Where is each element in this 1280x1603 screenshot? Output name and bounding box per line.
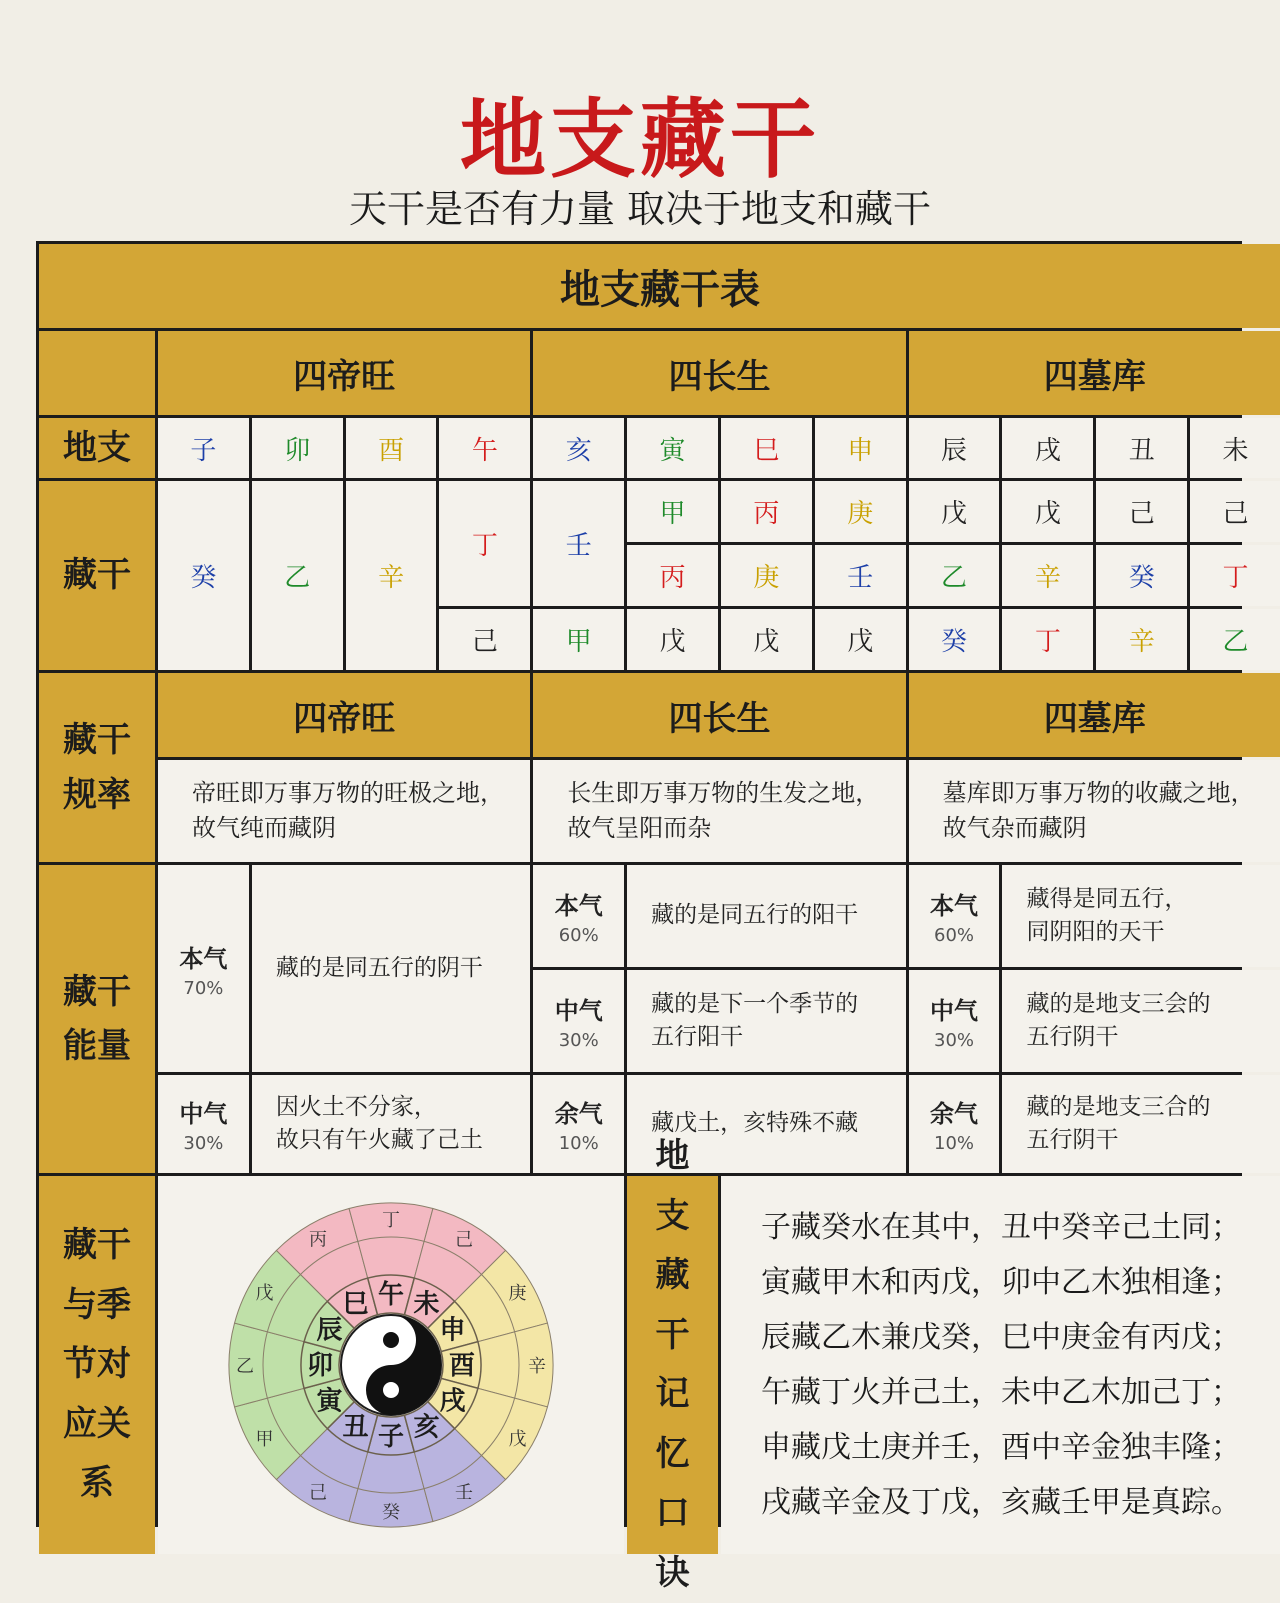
energy-level: [909, 1075, 1000, 1173]
energy-level-name: 本气: [930, 892, 979, 920]
taiji-dot: [383, 1332, 399, 1348]
energy-level: [158, 865, 249, 1072]
mnemonic-line: 戌藏辛金及丁戊，亥藏壬甲是真踪。: [760, 1485, 1241, 1520]
wheel-branch-label: 酉: [449, 1351, 476, 1381]
wheel-stem-label: 壬: [455, 1482, 474, 1504]
wheel-branch-label: 卯: [307, 1351, 334, 1381]
branches-label: 地支: [39, 418, 155, 478]
energy-level-name: 余气: [930, 1100, 979, 1128]
wheel-stem-label: 己: [455, 1229, 474, 1251]
stem-cell: 己: [439, 609, 530, 670]
wheel-stem-label: 戊: [508, 1429, 527, 1450]
wheel-branch-label: 丑: [342, 1412, 369, 1443]
wheel-stem-label: 丙: [309, 1229, 328, 1251]
stem-cell: 戊: [721, 609, 812, 670]
branch-cell: 子: [158, 418, 249, 478]
season-wheel: [221, 1195, 561, 1535]
rule-text-muku: 墓库即万事万物的收藏之地， 故气杂而藏阴: [909, 760, 1280, 862]
hidden-stems-table: [36, 241, 1255, 1593]
stem-cell: 癸: [1096, 545, 1187, 606]
wheel-branch-label: 巳: [342, 1289, 369, 1320]
energy-level-name: 中气: [554, 997, 603, 1025]
mnemonic-line: 寅藏甲木和丙戊，卯中乙木独相逢；: [760, 1265, 1241, 1300]
stem-cell: 乙: [909, 545, 1000, 606]
branch-cell: 酉: [346, 418, 437, 478]
wheel-stem-label: 丁: [382, 1210, 401, 1231]
energy-level: [533, 970, 624, 1072]
mnemonic-line: 申藏戊土庚并壬，酉中辛金独丰隆；: [760, 1430, 1241, 1465]
stem-cell: 癸: [158, 481, 249, 670]
corner-cell: [39, 331, 155, 415]
wheel-stem-label: 己: [309, 1482, 328, 1504]
stem-cell: 壬: [815, 545, 906, 606]
group-header-muku: 四墓库: [909, 331, 1280, 415]
wheel-branch-label: 午: [378, 1280, 405, 1310]
group-header-changsheng: 四长生: [533, 331, 905, 415]
energy-description: 藏的是同五行的阳干: [627, 865, 905, 967]
taiji-dot: [383, 1382, 399, 1398]
stem-cell: 戊: [1002, 481, 1093, 542]
branch-cell: 申: [815, 418, 906, 478]
stem-cell: 丙: [627, 545, 718, 606]
branch-cell: 戌: [1002, 418, 1093, 478]
page-title: 地支藏干: [460, 89, 820, 190]
stem-cell: 己: [1190, 481, 1280, 542]
energy-level-name: 本气: [554, 892, 603, 920]
wheel-stem-label: 甲: [255, 1429, 274, 1450]
rule-label: 藏干规率: [39, 673, 155, 862]
energy-description: 藏戊土，亥特殊不藏: [627, 1075, 905, 1173]
wheel-stem-label: 癸: [382, 1502, 401, 1523]
stem-cell: 辛: [1096, 609, 1187, 670]
hidden-stems-label: 藏干: [39, 481, 155, 670]
group-header-diwang: 四帝旺: [158, 331, 530, 415]
wheel-stem-label: 乙: [236, 1356, 255, 1377]
energy-level-percent: 30%: [934, 1030, 975, 1051]
energy-level-name: 余气: [554, 1100, 603, 1128]
stem-cell: 壬: [533, 481, 624, 606]
wheel-stem-label: 辛: [528, 1356, 547, 1377]
energy-description: 藏的是地支三会的 五行阴干: [1002, 970, 1280, 1072]
stem-cell: 戊: [627, 609, 718, 670]
branch-cell: 辰: [909, 418, 1000, 478]
branch-cell: 未: [1190, 418, 1280, 478]
energy-level: [533, 865, 624, 967]
rule-header-changsheng: 四长生: [533, 673, 905, 757]
stem-cell: 丁: [1190, 545, 1280, 606]
stem-cell: 辛: [346, 481, 437, 670]
mnemonic-text: [721, 1176, 1280, 1554]
energy-description: 藏得是同五行， 同阴阳的天干: [1002, 865, 1280, 967]
energy-label: 藏干能量: [39, 865, 155, 1173]
energy-level-percent: 10%: [934, 1133, 975, 1154]
energy-level-percent: 60%: [558, 925, 599, 946]
stem-cell: 戊: [909, 481, 1000, 542]
wheel-branch-label: 寅: [316, 1386, 343, 1417]
page-subtitle: 天干是否有力量 取决于地支和藏干: [348, 187, 932, 231]
stem-cell: 甲: [533, 609, 624, 670]
energy-level-percent: 60%: [934, 925, 975, 946]
energy-level-name: 中气: [179, 1100, 228, 1128]
stem-cell: 己: [1096, 481, 1187, 542]
energy-level-name: 中气: [930, 997, 979, 1025]
stem-cell: 丙: [721, 481, 812, 542]
stem-cell: 丁: [1002, 609, 1093, 670]
mnemonic-line: 辰藏乙木兼戊癸，巳中庚金有丙戊；: [760, 1320, 1241, 1355]
branch-cell: 午: [439, 418, 530, 478]
energy-level: [909, 865, 1000, 967]
season-label: 藏干与季节对应关系: [39, 1176, 155, 1554]
branch-cell: 丑: [1096, 418, 1187, 478]
stem-cell: 丁: [439, 481, 530, 606]
season-wheel-cell: [158, 1176, 624, 1554]
wheel-branch-label: 未: [413, 1289, 440, 1320]
mnemonic-label: 支藏干记忆口诀: [627, 1176, 718, 1554]
stem-cell: 辛: [1002, 545, 1093, 606]
energy-description: 藏的是下一个季节的 五行阳干: [627, 970, 905, 1072]
wheel-branch-label: 辰: [316, 1315, 343, 1346]
rule-text-diwang: 帝旺即万事万物的旺极之地， 故气纯而藏阴: [158, 760, 530, 862]
rule-header-muku: 四墓库: [909, 673, 1280, 757]
energy-level-percent: 30%: [183, 1133, 224, 1154]
energy-level-percent: 30%: [558, 1030, 599, 1051]
energy-level-percent: 10%: [558, 1133, 599, 1154]
energy-description: 藏的是同五行的阴干: [252, 865, 530, 1072]
stem-cell: 庚: [721, 545, 812, 606]
stem-cell: 甲: [627, 481, 718, 542]
stem-cell: 癸: [909, 609, 1000, 670]
wheel-branch-label: 亥: [413, 1412, 440, 1443]
rule-header-diwang: 四帝旺: [158, 673, 530, 757]
energy-description: 因火土不分家， 故只有午火藏了己土: [252, 1075, 530, 1173]
table-title: 地支藏干表: [39, 244, 1280, 328]
mnemonic-line: 子藏癸水在其中，丑中癸辛己土同；: [760, 1210, 1241, 1245]
wheel-branch-label: 戌: [439, 1386, 466, 1417]
stem-cell: 庚: [815, 481, 906, 542]
wheel-stem-label: 庚: [508, 1283, 527, 1304]
wheel-branch-label: 子: [378, 1422, 405, 1452]
stem-cell: 戊: [815, 609, 906, 670]
energy-level: [533, 1075, 624, 1173]
energy-level: [158, 1075, 249, 1173]
wheel-branch-label: 申: [439, 1315, 466, 1346]
energy-description: 藏的是地支三合的 五行阴干: [1002, 1075, 1280, 1173]
mnemonic-line: 午藏丁火并己土，未中乙木加己丁；: [760, 1375, 1241, 1410]
energy-level: [909, 970, 1000, 1072]
stem-cell: 乙: [1190, 609, 1280, 670]
branch-cell: 巳: [721, 418, 812, 478]
stem-cell: 乙: [252, 481, 343, 670]
rule-text-changsheng: 长生即万事万物的生发之地， 故气呈阳而杂: [533, 760, 905, 862]
branch-cell: 寅: [627, 418, 718, 478]
branch-cell: 卯: [252, 418, 343, 478]
branch-cell: 亥: [533, 418, 624, 478]
energy-level-name: 本气: [179, 944, 228, 973]
wheel-stem-label: 戊: [255, 1283, 274, 1304]
energy-level-percent: 70%: [183, 977, 224, 999]
